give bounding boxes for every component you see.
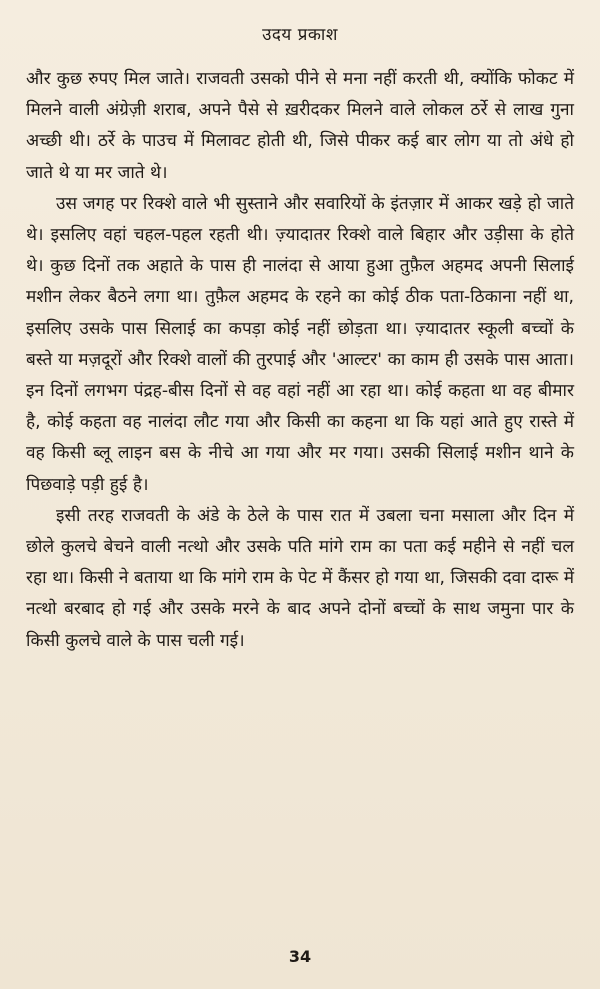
page-number: 34	[288, 947, 312, 966]
page-body	[26, 64, 574, 657]
paragraph-2: उस जगह पर रिक्शे वाले भी सुस्ताने और सवारियों के इंतज़ार में आकर खड़े हो जाते थे। इसलिए वहां चहल-पहल रहती थी। ज़्यादातर रिक्शे वाले बिहार और उड़ीसा के होते थे। कुछ दिनों तक अहाते के पास ही नालंदा से आया हुआ तुफ़ैल अहमद अपनी सिलाई मशीन लेकर बैठने लगा था। तुफ़ैल अहमद के रहने का कोई ठीक पता-ठिकाना नहीं था, इसलिए उसके पास सिलाई का कपड़ा कोई नहीं छोड़ता था। ज़्यादातर स्कूली बच्चों के बस्ते या मज़दूरों और रिक्शे वालों की तुरपाई और 'आल्टर' का काम ही उसके पास आता। इन दिनों लगभग पंद्रह-बीस दिनों से वह वहां नहीं आ रहा था। कोई कहता था वह बीमार है, कोई कहता वह नालंदा लौट गया और किसी का कहना था कि यहां आते हुए रास्ते में वह किसी ब्लू लाइन बस के नीचे आ गया और मर गया। उसकी सिलाई मशीन थाने के पिछवाड़े पड़ी हुई है।	[26, 193, 574, 495]
paragraph-3: इसी तरह राजवती के अंडे के ठेले के पास रात में उबला चना मसाला और दिन में छोले कुलचे बेचने वाली नत्थो और उसके पति मांगे राम का पता कई महीने से नहीं चल रहा था। किसी ने बताया था कि मांगे राम के पेट में कैंसर हो गया था, जिसकी दवा दारू में नत्थो बरबाद हो गई और उसके मरने के बाद अपने दोनों बच्चों के साथ जमुना पार के किसी कुलचे वाले के पास चली गई।	[26, 505, 574, 651]
paragraph-1: और कुछ रुपए मिल जाते। राजवती उसको पीने से मना नहीं करती थी, क्योंकि फोकट में मिलने वाली अंग्रेज़ी शराब, अपने पैसे से ख़रीदकर मिलने वाले लोकल ठर्रे से लाख गुना अच्छी थी। ठर्रे के पाउच में मिलावट होती थी, जिसे पीकर कई बार लोग या तो अंधे हो जाते थे या मर जाते थे।	[26, 69, 574, 183]
running-header: उदय प्रकाश	[262, 25, 338, 45]
